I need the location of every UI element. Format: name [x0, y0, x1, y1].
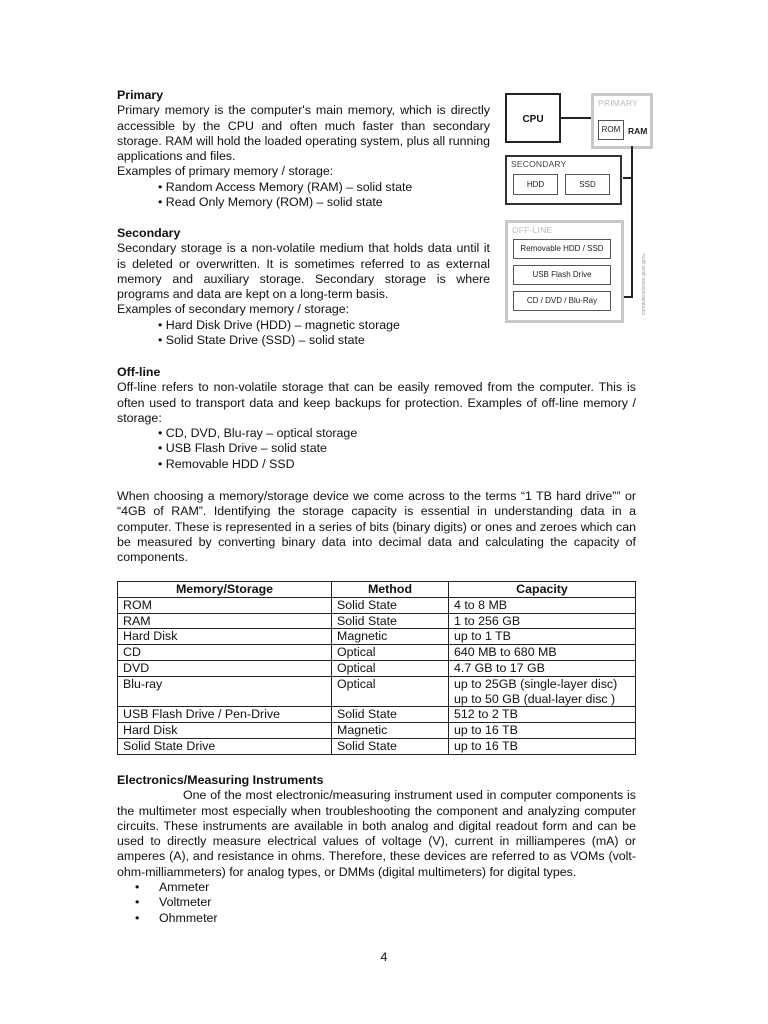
electronics-heading: Electronics/Measuring Instruments	[117, 773, 324, 787]
primary-group-label: PRIMARY	[598, 98, 638, 108]
table-row	[118, 645, 636, 661]
table-row	[118, 676, 636, 707]
table-cell: Hard Disk	[118, 629, 332, 645]
primary-group	[591, 93, 653, 149]
offline-section	[117, 365, 636, 472]
offline-group-label: OFF-LINE	[512, 225, 553, 235]
secondary-paragraph: Secondary storage is a non-volatile medium that holds data until it is deleted or overwritten. It is sometimes referred to as external memory and auxiliary storage. Secondary storage is where programs and data are kept on a long-term basis.	[117, 241, 490, 302]
offline-paragraph: Off-line refers to non-volatile storage that can be easily removed from the computer. This is often used to transport data and keep backups for protection. Examples of off-line memory / storage:	[117, 380, 636, 425]
list-item: • Solid State Drive (SSD) – solid state	[158, 333, 490, 348]
table-cell: 640 MB to 680 MB	[449, 645, 636, 661]
secondary-examples-list	[117, 318, 490, 349]
table-cell: Solid State	[332, 597, 449, 613]
table-cell: Optical	[332, 660, 449, 676]
rom-box: ROM	[598, 120, 624, 140]
table-row	[118, 707, 636, 723]
capacity-line: up to 50 GB (dual-layer disc )	[454, 691, 616, 706]
table-cell: Solid State	[332, 613, 449, 629]
table-cell: 4.7 GB to 17 GB	[449, 660, 636, 676]
offline-item: CD / DVD / Blu-Ray	[513, 291, 611, 311]
list-item: • Ohmmeter	[159, 911, 636, 926]
list-item: • Ammeter	[159, 880, 636, 895]
storage-capacity-table	[117, 581, 636, 755]
list-item: • Removable HDD / SSD	[158, 457, 636, 472]
table-cell: Magnetic	[332, 629, 449, 645]
table-cell: 512 to 2 TB	[449, 707, 636, 723]
list-item: • Hard Disk Drive (HDD) – magnetic storage	[158, 318, 490, 333]
table-header-row	[118, 582, 636, 598]
table-cell: Optical	[332, 676, 449, 707]
instrument-list	[117, 880, 636, 926]
table-cell: CD	[118, 645, 332, 661]
primary-examples-intro: Examples of primary memory / storage:	[117, 164, 334, 179]
connector-line	[623, 177, 633, 179]
offline-item: USB Flash Drive	[513, 265, 611, 285]
capacity-intro-paragraph: When choosing a memory/storage device we come across to the terms “1 TB hard drive”” or “4GB of RAM”. Identifying the storage capacity is essential in understanding data in a computer. These is represented in a series of bits (binary digits) or ones and zeroes which can be measured by converting binary data into decimal data and calculating the capacity of components.	[117, 489, 636, 565]
table-row	[118, 629, 636, 645]
table-row	[118, 597, 636, 613]
table-cell: up to 16 TB	[449, 738, 636, 754]
table-cell: Hard Disk	[118, 723, 332, 739]
list-item: • Random Access Memory (RAM) – solid state	[158, 180, 490, 195]
table-cell: USB Flash Drive / Pen-Drive	[118, 707, 332, 723]
list-item: • Read Only Memory (ROM) – solid state	[158, 195, 490, 210]
table-row	[118, 723, 636, 739]
ram-label: RAM	[628, 126, 648, 136]
list-item: • CD, DVD, Blu-ray – optical storage	[158, 426, 636, 441]
column-header: Memory/Storage	[118, 582, 332, 598]
table-row	[118, 613, 636, 629]
table-cell: DVD	[118, 660, 332, 676]
table-cell: up to 1 TB	[449, 629, 636, 645]
table-cell: 4 to 8 MB	[449, 597, 636, 613]
table-cell: 1 to 256 GB	[449, 613, 636, 629]
primary-paragraph: Primary memory is the computer's main memory, which is directly accessible by the CPU and often much faster than secondary storage. RAM will hold the loaded operating system, plus all running applications and files.	[117, 103, 490, 164]
offline-group	[505, 220, 624, 323]
diagram-credit: computerscience.gcse.guru	[641, 253, 647, 315]
table-cell: up to 16 TB	[449, 723, 636, 739]
electronics-paragraph: One of the most electronic/measuring instrument used in computer components is the multimeter most especially when troubleshooting the component and analyzing computer circuits. These instruments are available in both analog and digital readout form and can be used to directly measure electrical values of voltage (V), current in milliamperes (mA) or amperes (A), and resistance in ohms. Therefore, these devices are referred to as VOMs (volt-ohm-milliammeters) for analog types, or DMMs (digital multimeters) for digital types.	[117, 788, 636, 879]
primary-heading: Primary	[117, 88, 164, 102]
column-header: Capacity	[449, 582, 636, 598]
secondary-group	[505, 155, 622, 205]
table-cell: ROM	[118, 597, 332, 613]
secondary-section	[117, 226, 490, 348]
connector-line	[623, 296, 633, 298]
secondary-group-label: SECONDARY	[511, 159, 567, 169]
secondary-examples-intro: Examples of secondary memory / storage:	[117, 302, 350, 317]
table-cell: Solid State	[332, 707, 449, 723]
ssd-box: SSD	[565, 174, 610, 195]
column-header: Method	[332, 582, 449, 598]
offline-heading: Off-line	[117, 365, 161, 379]
table-cell: Magnetic	[332, 723, 449, 739]
connector-line	[631, 146, 633, 298]
table-cell: Optical	[332, 645, 449, 661]
list-item: • Voltmeter	[159, 895, 636, 910]
memory-hierarchy-diagram	[505, 93, 649, 323]
table-cell: Solid State Drive	[118, 738, 332, 754]
hdd-box: HDD	[513, 174, 558, 195]
table-row	[118, 738, 636, 754]
table-cell	[449, 676, 636, 707]
primary-section	[117, 88, 490, 210]
capacity-line: up to 25GB (single-layer disc)	[454, 676, 618, 691]
connector-line	[561, 117, 593, 119]
electronics-section	[117, 773, 636, 926]
table-cell: Blu-ray	[118, 676, 332, 707]
offline-item: Removable HDD / SSD	[513, 239, 611, 259]
page-number: 4	[380, 950, 388, 964]
list-item: • USB Flash Drive – solid state	[158, 441, 636, 456]
table-cell: RAM	[118, 613, 332, 629]
primary-examples-list	[117, 180, 490, 211]
secondary-heading: Secondary	[117, 226, 181, 240]
offline-examples-list	[117, 426, 636, 472]
table-row	[118, 660, 636, 676]
cpu-box: CPU	[505, 93, 561, 143]
table-cell: Solid State	[332, 738, 449, 754]
